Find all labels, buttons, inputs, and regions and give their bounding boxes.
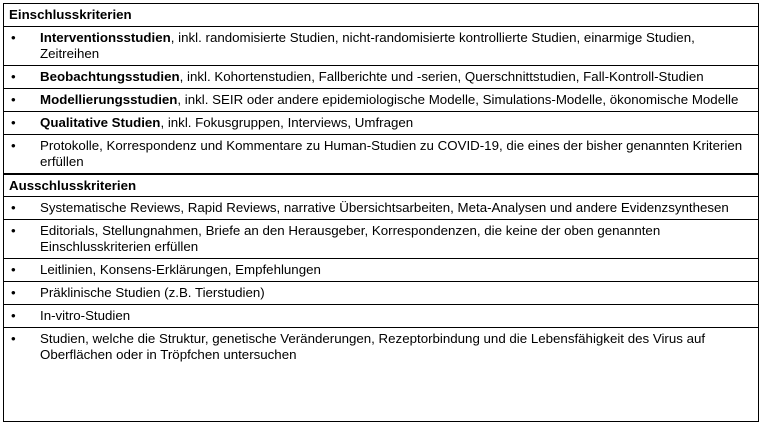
inclusion-item-text [40,138,758,170]
bullet: • [11,92,16,107]
exclusion-row [4,197,758,220]
bullet: • [11,262,16,277]
item-description: , inkl. SEIR oder andere epidemiologische Modelle, Simulations-Modelle, ökonomische Modelle [177,92,739,107]
exclusion-row [4,220,758,259]
exclusion-header: Ausschlusskriterien [4,174,758,197]
inclusion-row [4,27,758,66]
exclusion-row [4,282,758,305]
bullet: • [11,69,16,84]
item-description: Protokolle, Korrespondenz und Kommentare zu Human-Studien zu COVID-19, die eines der bisher genannten Kriterien erfüllen [40,138,743,169]
inclusion-row [4,89,758,112]
exclusion-item-text: Präklinische Studien (z.B. Tierstudien) [40,285,265,300]
exclusion-item-text: In-vitro-Studien [40,308,131,323]
bullet: • [11,285,16,300]
inclusion-item-text [40,115,758,131]
exclusion-item-text: Editorials, Stellungnahmen, Briefe an den Herausgeber, Korrespondenzen, die keine der oben genannten Einschlusskriterien erfüllen [40,223,661,254]
bullet: • [11,200,16,215]
inclusion-header: Einschlusskriterien [4,4,758,27]
item-bold-term: Beobachtungsstudien [40,69,180,84]
item-description: , inkl. Fokusgruppen, Interviews, Umfragen [160,115,414,130]
bullet: • [11,308,16,323]
item-bold-term: Modellierungsstudien [40,92,178,107]
bullet: • [11,331,16,346]
inclusion-row [4,66,758,89]
item-description: , inkl. Kohortenstudien, Fallberichte und -serien, Querschnittstudien, Fall-Kontroll-Studien [179,69,704,84]
exclusion-row [4,328,758,366]
item-bold-term: Interventionsstudien [40,30,171,45]
exclusion-row [4,305,758,328]
criteria-table [3,3,759,422]
inclusion-item-text [40,92,758,108]
item-description: , inkl. randomisierte Studien, nicht-randomisierte kontrollierte Studien, einarmige Studien, Zeitreihen [40,30,695,61]
inclusion-row [4,135,758,174]
bullet: • [11,138,16,153]
exclusion-item-text: Leitlinien, Konsens-Erklärungen, Empfehlungen [40,262,321,277]
bullet: • [11,115,16,130]
item-bold-term: Qualitative Studien [40,115,161,130]
bullet: • [11,30,16,45]
exclusion-row [4,259,758,282]
exclusion-item-text: Studien, welche die Struktur, genetische Veränderungen, Rezeptorbindung und die Lebensfähigkeit des Virus auf Oberflächen oder in Tröpfchen untersuchen [40,331,706,362]
bullet: • [11,223,16,238]
inclusion-item-text [40,69,758,85]
inclusion-row [4,112,758,135]
inclusion-item-text [40,30,758,62]
exclusion-item-text: Systematische Reviews, Rapid Reviews, narrative Übersichtsarbeiten, Meta-Analysen und andere Evidenzsynthesen [40,200,729,215]
